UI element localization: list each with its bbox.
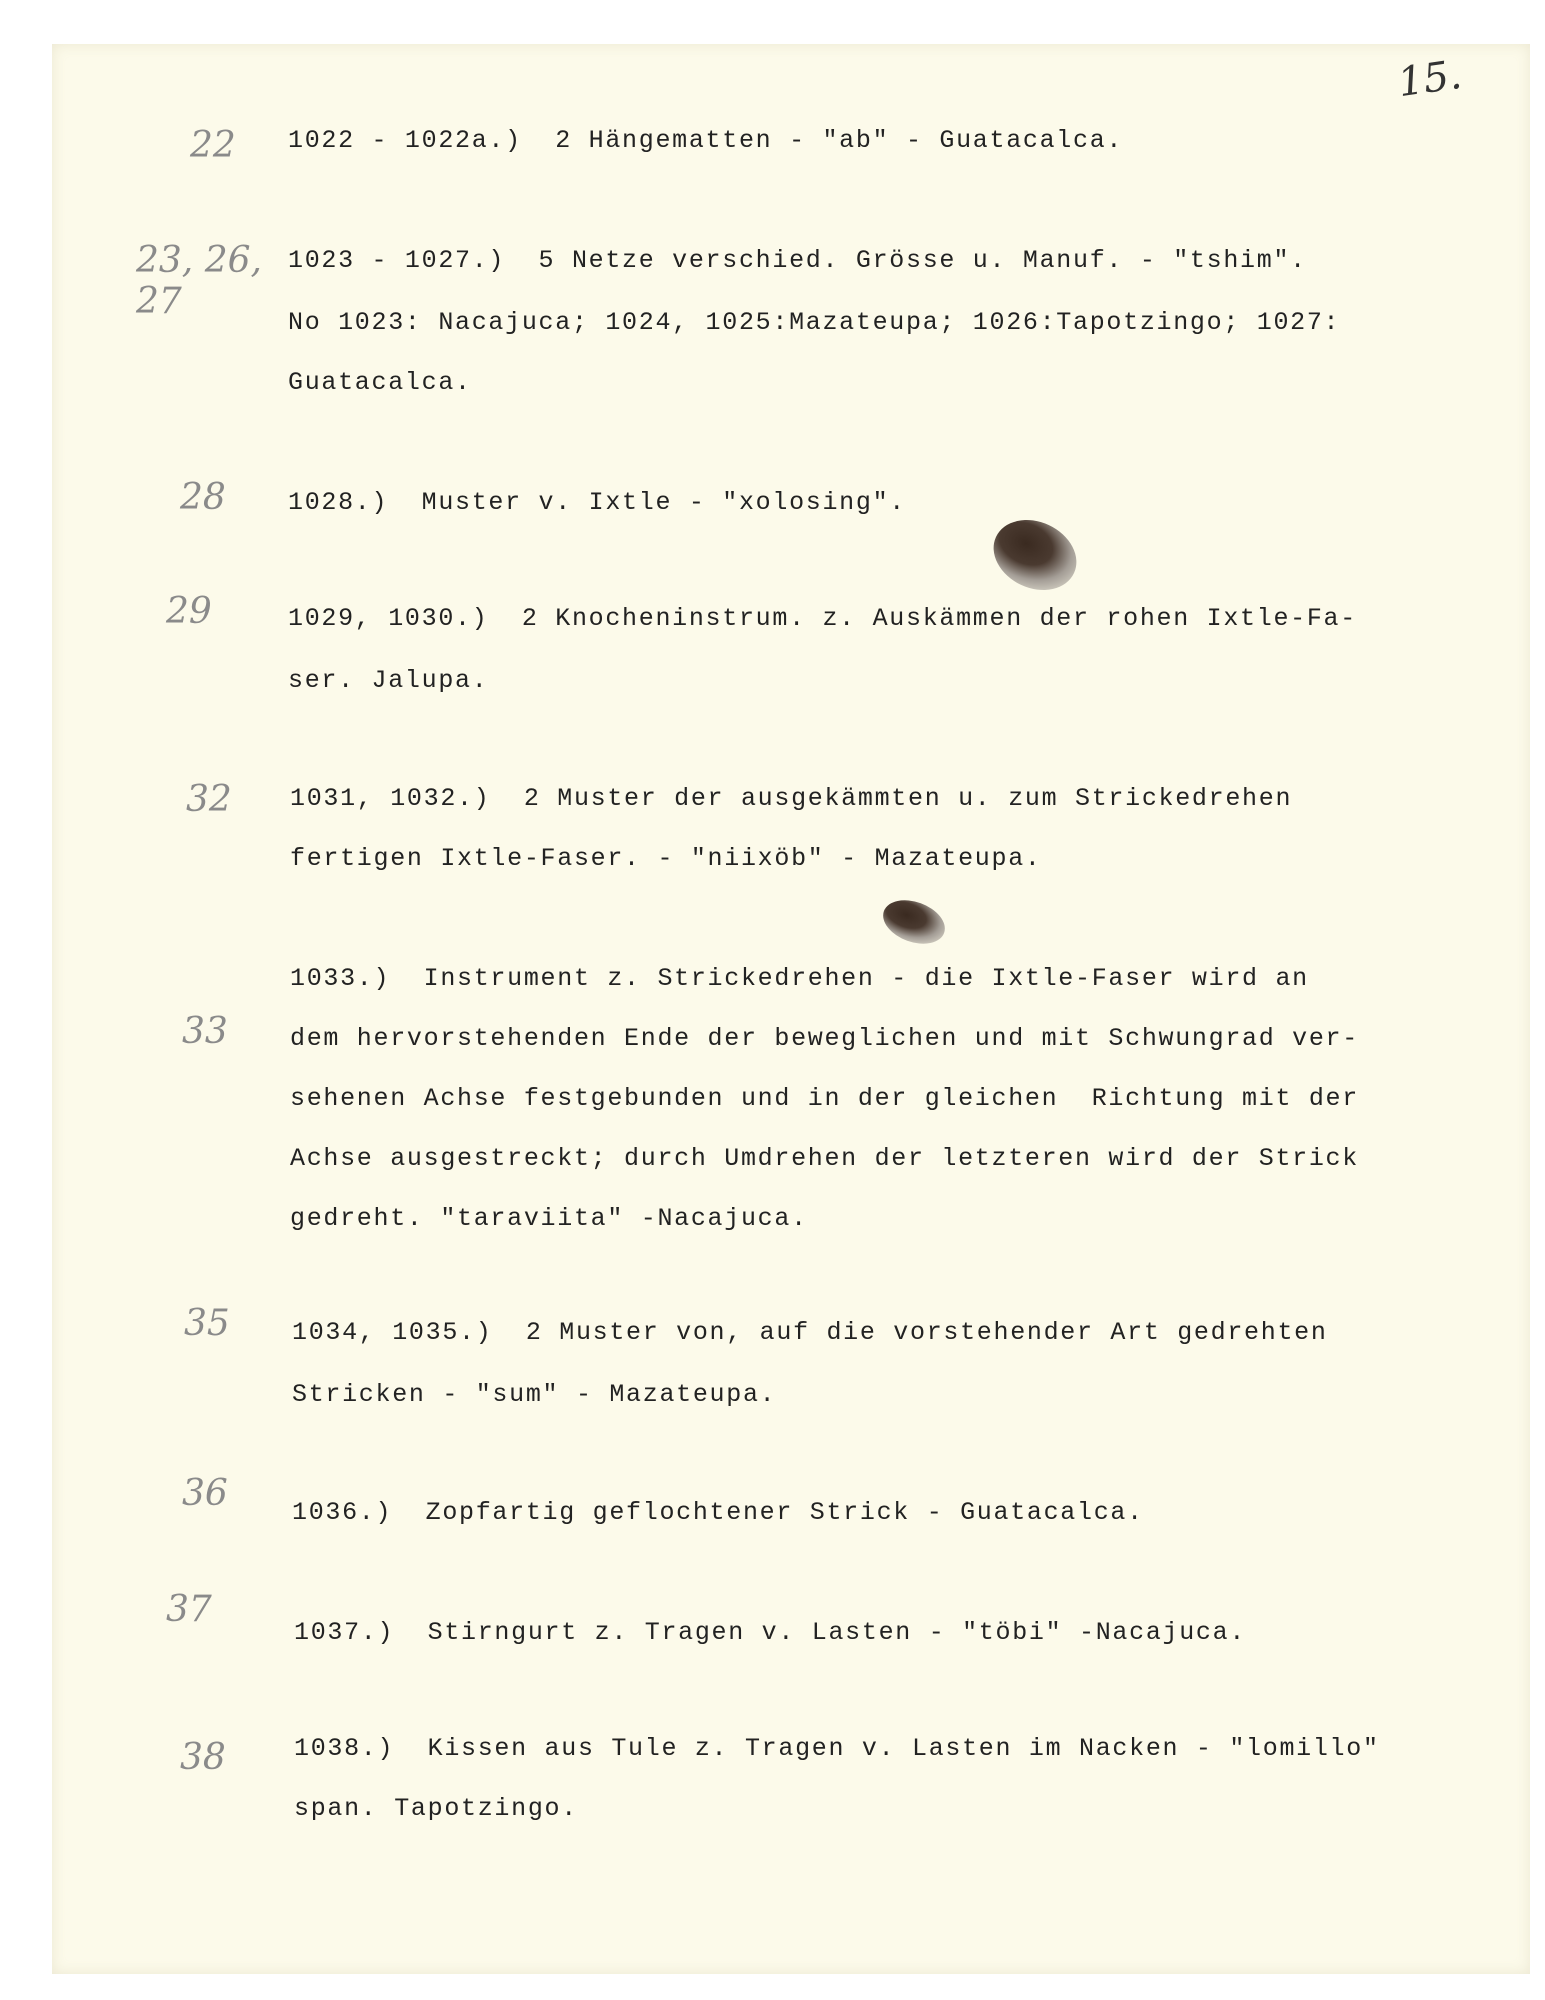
entry-line: 1036.) Zopfartig geflochtener Strick - Guatacalca. — [292, 1498, 1144, 1527]
entry-line: 1031, 1032.) 2 Muster der ausgekämmten u. zum Strickedrehen — [290, 784, 1293, 813]
entry-line: 1038.) Kissen aus Tule z. Tragen v. Lasten im Nacken - "lomillo" — [294, 1734, 1380, 1763]
margin-annotation: 32 — [186, 779, 232, 820]
margin-annotation: 35 — [184, 1303, 230, 1344]
entry-line: 1034, 1035.) 2 Muster von, auf die vorstehender Art gedrehten — [292, 1318, 1328, 1347]
margin-annotation: 33 — [182, 1011, 228, 1052]
entry-line: ser. Jalupa. — [288, 666, 489, 695]
margin-annotation: 23, 26, 27 — [136, 240, 262, 323]
margin-annotation: 28 — [180, 477, 226, 518]
entry-line: gedreht. "taraviita" -Nacajuca. — [290, 1204, 808, 1233]
entry-line: 1029, 1030.) 2 Knocheninstrum. z. Auskämmen der rohen Ixtle-Fa- — [288, 604, 1357, 633]
entry-line: Stricken - "sum" - Mazateupa. — [292, 1380, 777, 1409]
entry-line: 1022 - 1022a.) 2 Hängematten - "ab" - Guatacalca. — [288, 126, 1124, 155]
entry-line: Guatacalca. — [288, 368, 472, 397]
entry-line: Achse ausgestreckt; durch Umdrehen der letzteren wird der Strick — [290, 1144, 1359, 1173]
entry-line: 1037.) Stirngurt z. Tragen v. Lasten - "töbi" -Nacajuca. — [294, 1618, 1247, 1647]
margin-annotation: 37 — [166, 1589, 212, 1630]
entry-line: fertigen Ixtle-Faser. - "niixöb" - Mazateupa. — [290, 844, 1042, 873]
entry-line: 1028.) Muster v. Ixtle - "xolosing". — [288, 488, 906, 517]
margin-annotation: 29 — [166, 591, 212, 632]
margin-annotation: 22 — [190, 125, 236, 166]
margin-annotation: 36 — [182, 1473, 228, 1514]
entry-line: 1023 - 1027.) 5 Netze verschied. Grösse u. Manuf. - "tshim". — [288, 246, 1307, 275]
page-number: 15. — [1395, 51, 1465, 107]
entry-line: sehenen Achse festgebunden und in der gleichen Richtung mit der — [290, 1084, 1359, 1113]
entry-line: No 1023: Nacajuca; 1024, 1025:Mazateupa; 1026:Tapotzingo; 1027: — [288, 308, 1341, 337]
entry-line: span. Tapotzingo. — [294, 1794, 578, 1823]
margin-annotation: 38 — [180, 1737, 226, 1778]
entry-line: dem hervorstehenden Ende der beweglichen und mit Schwungrad ver- — [290, 1024, 1359, 1053]
entry-line: 1033.) Instrument z. Strickedrehen - die Ixtle-Faser wird an — [290, 964, 1309, 993]
